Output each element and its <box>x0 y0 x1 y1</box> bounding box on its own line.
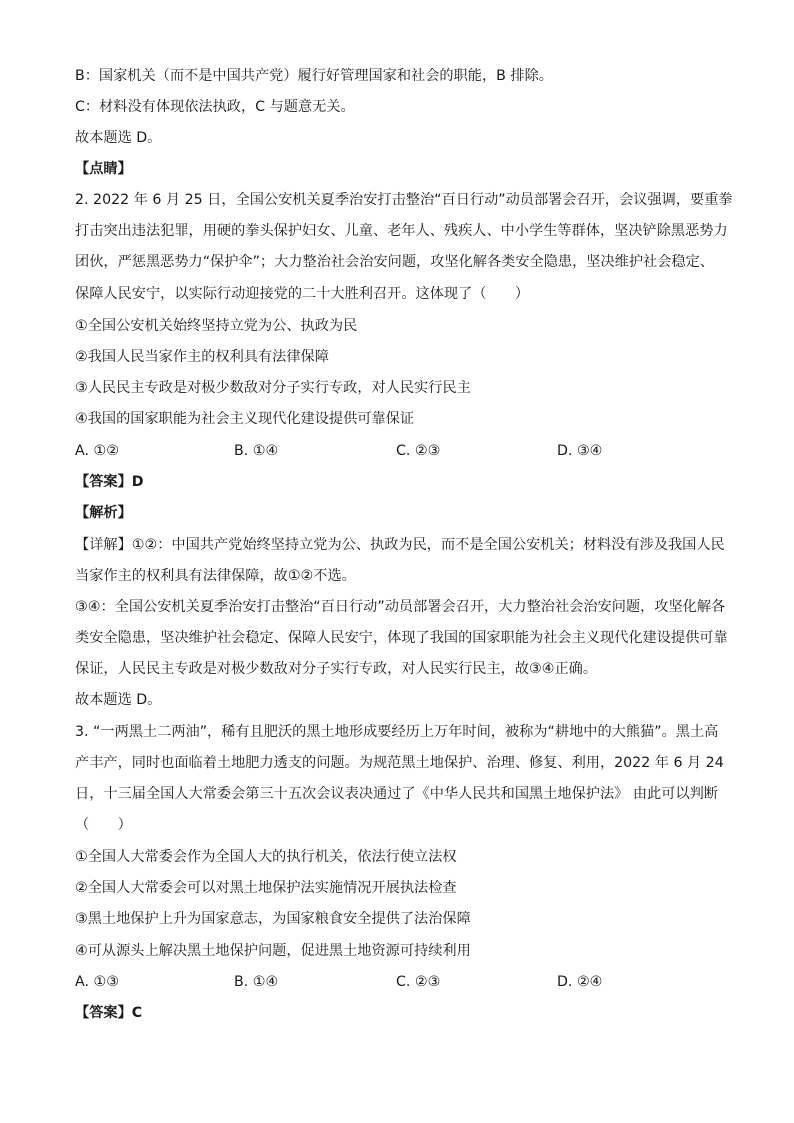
q3-answer-text: 【答案】C <box>75 1005 143 1021</box>
q3-option-b: B. ①④ <box>234 974 279 990</box>
q3-stem-line-1: 3. “一两黑土二两油”，稀有且肥沃的黑土地形成要经历上万年时间，被称为“耕地中的大熊猫”。黑土高 <box>75 724 719 740</box>
q3-stem-line-4: （ ） <box>75 817 132 833</box>
q2-detail-line-4: 类安全隐患，坚决维护社会稳定、保障人民安宁，体现了我国的国家职能为社会主义现代化建设提供可靠 <box>75 630 728 646</box>
q2-detail-conclusion: 故本题选 D。 <box>75 692 162 708</box>
q2-item-2: ②我国人民当家作主的权利具有法律保障 <box>75 349 329 365</box>
q2-detail-line-2: 当家作主的权利具有法律保障，故①②不选。 <box>75 568 356 584</box>
q2-stem-line-3: 团伙，严惩黑恶势力“保护伞”；大力整治社会治安问题，攻坚化解各类安全隐患，坚决维护社会稳定、 <box>75 254 714 270</box>
q3-stem-line-3: 日，十三届全国人大常委会第三十五次会议表决通过了《中华人民共和国黑土地保护法》 由此可以判断 <box>75 786 718 802</box>
q2-detail-line-5: 保证，人民民主专政是对极少数敌对分子实行专政，对人民实行民主，故③④正确。 <box>75 661 598 677</box>
q1-conclusion: 故本题选 D。 <box>75 130 162 146</box>
q3-answer <box>75 1003 734 1023</box>
q2-detail-line-1: 【详解】①②：中国共产党始终坚持立党为公、执政为民，而不是全国公安机关；材料没有涉及我国人民 <box>75 537 725 553</box>
q2-stem-line-4: 保障人民安宁，以实际行动迎接党的二十大胜利召开。这体现了（ ） <box>75 286 530 302</box>
q1-option-c-explanation: C：材料没有体现依法执政，C 与题意无关。 <box>75 99 355 115</box>
q3-item-3: ③黑土地保护上升为国家意志，为国家粮食安全提供了法治保障 <box>75 911 471 927</box>
q2-stem-line-1: 2. 2022 年 6 月 25 日，全国公安机关夏季治安打击整治“百日行动”动员部署会召开，会议强调，要重拳 <box>75 192 733 208</box>
dianjing-tag: 【点睛】 <box>75 161 132 177</box>
q3-item-4: ④可从源头上解决黑土地保护问题，促进黑土地资源可持续利用 <box>75 943 471 959</box>
q3-option-d: D. ②④ <box>557 974 603 990</box>
q2-answer-text: 【答案】D <box>75 474 144 490</box>
q2-answer <box>75 472 734 492</box>
q2-stem-line-2: 打击突出违法犯罪，用硬的拳头保护妇女、儿童、老年人、残疾人、中小学生等群体，坚决铲除黑恶势力 <box>75 223 728 239</box>
q2-item-3: ③人民民主专政是对极少数敌对分子实行专政，对人民实行民主 <box>75 380 471 396</box>
q3-option-a: A. ①③ <box>75 974 119 990</box>
q2-item-4: ④我国的国家职能为社会主义现代化建设提供可靠保证 <box>75 411 415 427</box>
q3-stem-line-2: 产丰产，同时也面临着土地肥力透支的问题。为规范黑土地保护、治理、修复、利用，2022 年 6 月 24 <box>75 755 724 771</box>
q3-option-c: C. ②③ <box>396 974 441 990</box>
q2-option-c: C. ②③ <box>396 443 441 459</box>
q2-detail-line-3: ③④：全国公安机关夏季治安打击整治“百日行动”动员部署会召开，大力整治社会治安问题，攻坚化解各 <box>75 599 726 615</box>
q3-item-2: ②全国人大常委会可以对黑土地保护法实施情况开展执法检查 <box>75 880 457 896</box>
q2-option-a: A. ①② <box>75 443 119 459</box>
q2-option-b: B. ①④ <box>234 443 279 459</box>
q2-option-d: D. ③④ <box>557 443 603 459</box>
q2-item-1: ①全国公安机关始终坚持立党为公、执政为民 <box>75 318 358 334</box>
q2-analysis-tag: 【解析】 <box>75 505 132 521</box>
q1-option-b-explanation: B：国家机关（而不是中国共产党）履行好管理国家和社会的职能，B 排除。 <box>75 68 553 84</box>
q3-item-1: ①全国人大常委会作为全国人大的执行机关，依法行使立法权 <box>75 849 457 865</box>
